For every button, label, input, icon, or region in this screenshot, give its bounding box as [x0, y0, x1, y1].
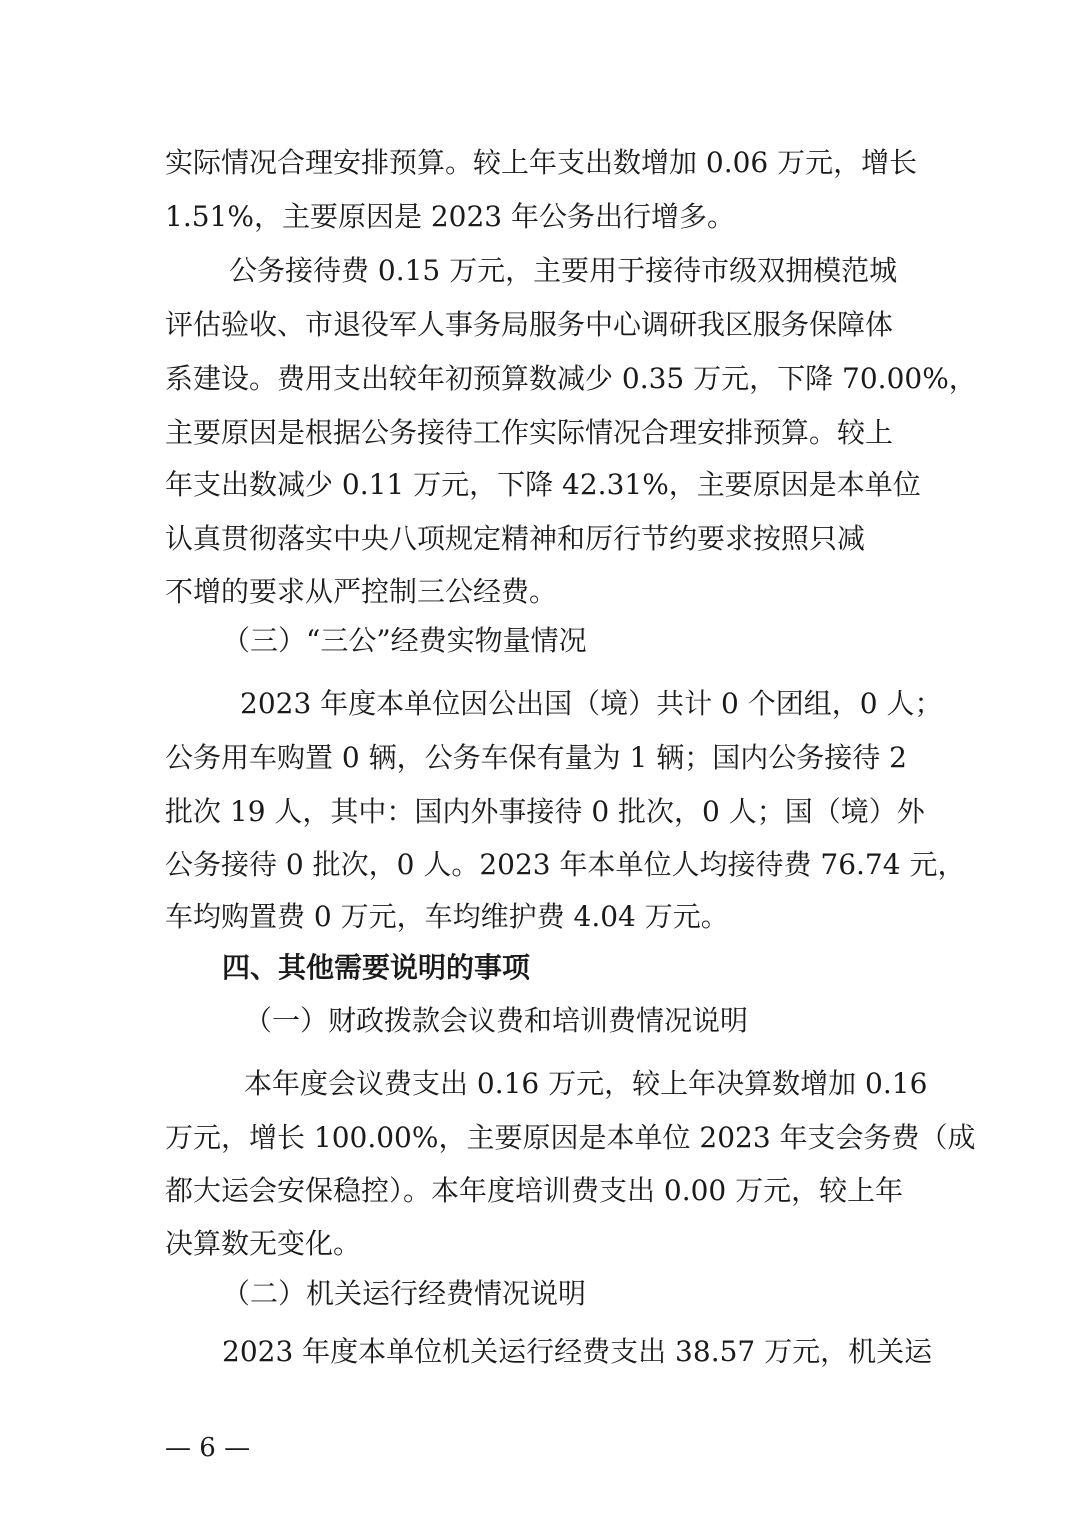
body-text-line: 车均购置费 0 万元，车均维护费 4.04 万元。 — [165, 900, 729, 933]
body-text-line: 认真贯彻落实中央八项规定精神和厉行节约要求按照只减 — [165, 522, 866, 555]
body-text-line: 实际情况合理安排预算。较上年支出数增加 0.06 万元，增长 — [165, 146, 918, 179]
body-text-line: 万元，增长 100.00%，主要原因是本单位 2023 年支会务费（成 — [165, 1121, 976, 1154]
body-text-line: 系建设。费用支出较年初预算数减少 0.35 万元，下降 70.00%， — [165, 362, 977, 395]
body-text-line: 1.51%，主要原因是 2023 年公务出行增多。 — [165, 200, 736, 233]
section-heading: （一）财政拨款会议费和培训费情况说明 — [244, 1004, 749, 1037]
body-text-line: 公务接待费 0.15 万元，主要用于接待市级双拥模范城 — [229, 254, 898, 287]
body-text-line: 批次 19 人，其中：国内外事接待 0 批次，0 人；国（境）外 — [165, 795, 925, 828]
chapter-heading: 四、其他需要说明的事项 — [222, 951, 531, 984]
body-text-line: 不增的要求从严控制三公经费。 — [165, 575, 558, 608]
body-text-line: 年支出数减少 0.11 万元，下降 42.31%，主要原因是本单位 — [165, 468, 921, 501]
body-text-line: 本年度会议费支出 0.16 万元，较上年决算数增加 0.16 — [244, 1067, 928, 1100]
section-heading: （三）“三公”经费实物量情况 — [222, 624, 587, 657]
page-number: — 6 — — [165, 1433, 251, 1463]
body-text-line: 评估验收、市退役军人事务局服务中心调研我区服务保障体 — [165, 308, 894, 341]
body-text-line: 主要原因是根据公务接待工作实际情况合理安排预算。较上 — [165, 416, 894, 449]
body-text-line: 都大运会安保稳控）。本年度培训费支出 0.00 万元，较上年 — [165, 1174, 904, 1207]
body-text-line: 2023 年度本单位机关运行经费支出 38.57 万元，机关运 — [222, 1335, 933, 1368]
body-text-line: 2023 年度本单位因公出国（境）共计 0 个团组，0 人； — [240, 687, 943, 720]
section-heading: （二）机关运行经费情况说明 — [222, 1277, 587, 1310]
body-text-line: 决算数无变化。 — [165, 1227, 362, 1260]
body-text-line: 公务接待 0 批次，0 人。2023 年本单位人均接待费 76.74 元， — [165, 848, 966, 881]
body-text-line: 公务用车购置 0 辆，公务车保有量为 1 辆；国内公务接待 2 — [165, 741, 907, 774]
